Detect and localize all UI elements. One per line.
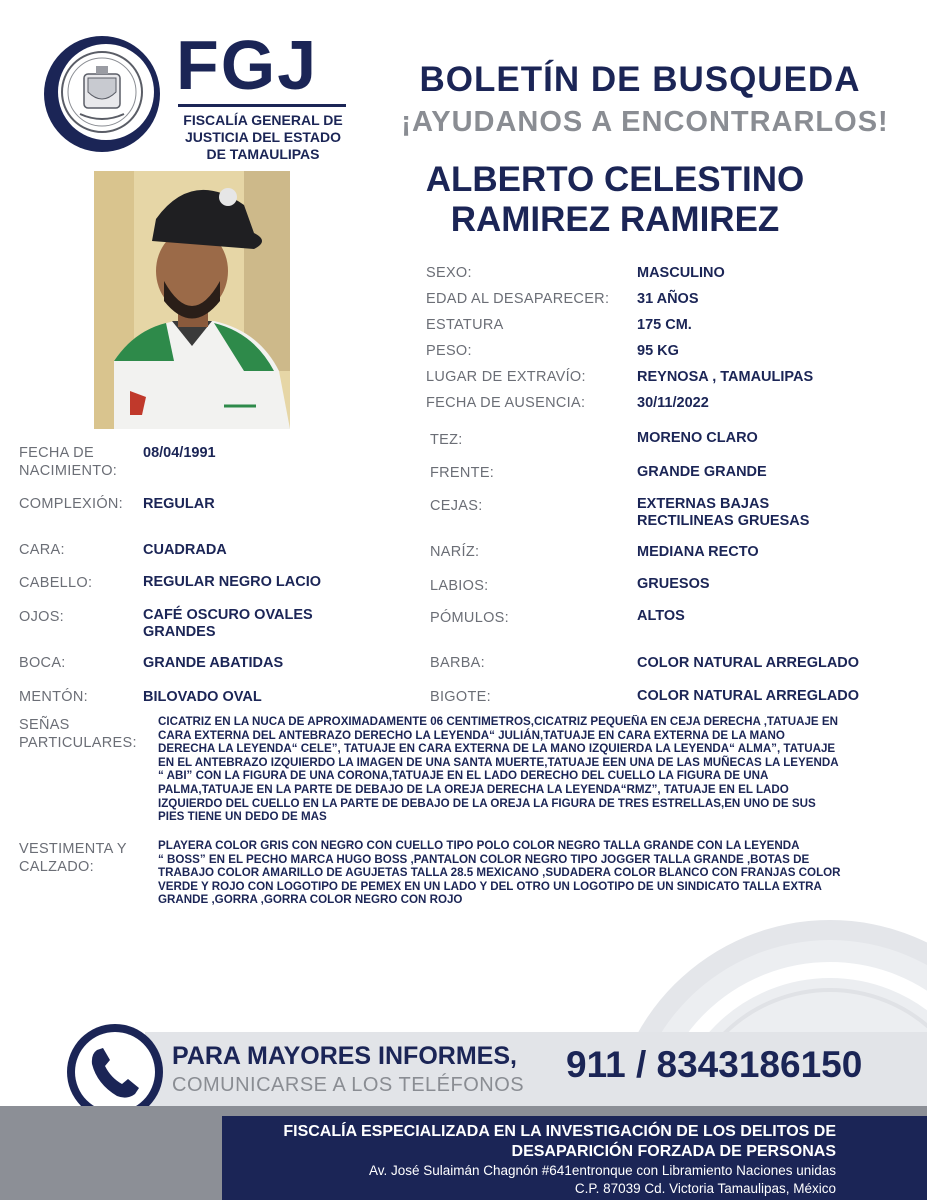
contact-phone-number[interactable]: 911 / 8343186150 <box>566 1044 863 1085</box>
bulletin-title: BOLETÍN DE BUSQUEDA <box>419 60 861 99</box>
person-photo <box>94 171 290 429</box>
marks-line: EN EL ANTEBRAZO IZQUIERDO LA IMAGEN DE UNA SANTA MUERTE,TATUAJE EEN UNA DE LAS MUÑECAS LA LEYENDA <box>158 755 839 769</box>
footer-agency-line-2: DESAPARICIÓN FORZADA DE PERSONAS <box>511 1143 836 1160</box>
mouth-value: GRANDE ABATIDAS <box>143 655 284 671</box>
state-seal-logo <box>40 32 164 156</box>
complexion-value: REGULAR <box>143 496 215 512</box>
age-value: 31 AÑOS <box>637 291 699 307</box>
marks-label <box>19 716 137 752</box>
marks-text <box>158 715 870 824</box>
marks-line: CARA EXTERNA DEL ANTEBRAZO DERECHO LA LEYENDA“ JULIÁN,TATUAJE EN CARA EXTERNA DE LA MANO <box>158 728 785 742</box>
marks-line: CICATRIZ EN LA NUCA DE APROXIMADAMENTE 06 CENTIMETROS,CICATRIZ PEQUEÑA EN CEJA DERECHA ,TATUAJE EN <box>158 715 838 728</box>
age-label: EDAD AL DESAPARECER: <box>426 291 610 307</box>
face-label: CARA: <box>19 542 65 558</box>
clothing-line: GRANDE ,GORRA ,GORRA COLOR NEGRO CON ROJO <box>158 893 463 907</box>
marks-line: PIES TIENE UN DEDO DE MAS <box>158 810 327 824</box>
agency-name-line-3: DE TAMAULIPAS <box>206 146 320 162</box>
clothing-line: TRABAJO COLOR AMARILLO DE AGUJETAS TALLA 28.5 MEXICANO ,SUDADERA COLOR BLANCO CON FRANJAS COLOR <box>158 866 841 880</box>
marks-line: DERECHA LA LEYENDA“ CELE”, TATUAJE EN CARA EXTERNA DE LA MANO IZQUIERDA LA LEYENDA“ ALMA”, TATUAJE <box>158 742 836 756</box>
hair-value: REGULAR NEGRO LACIO <box>143 574 322 590</box>
agency-name-line-2: JUSTICIA DEL ESTADO <box>184 129 342 145</box>
call-text: COMUNICARSE A LOS TELÉFONOS <box>172 1074 525 1096</box>
footer-address <box>222 1162 836 1198</box>
lips-value: GRUESOS <box>637 576 710 592</box>
agency-name <box>172 112 354 163</box>
brows-value <box>637 496 809 530</box>
marks-line: “ ABI” CON LA FIGURA DE UNA CORONA,TATUAJE EN EL LADO DERECHO DEL CUELLO LA FIGURA DE UNA <box>158 769 769 783</box>
marks-line: IZQUIERDO DEL CUELLO EN LA PARTE DE DEBAJO DE LA OREJA LA FIGURA DE TRES ESTRELLAS,EN UNO DE SUS <box>158 796 816 810</box>
footer-agency-line-1: FISCALÍA ESPECIALIZADA EN LA INVESTIGACIÓN DE LOS DELITOS DE <box>283 1123 836 1140</box>
lips-label: LABIOS: <box>430 578 489 594</box>
missing-person-name <box>380 160 850 240</box>
chin-value: BILOVADO OVAL <box>143 689 262 705</box>
birth-label <box>19 444 117 480</box>
eyes-label: OJOS: <box>19 609 65 625</box>
clothing-label-line-1: VESTIMENTA Y <box>19 841 127 857</box>
bulletin-subtitle: ¡AYUDANOS A ENCONTRARLOS! <box>401 106 889 138</box>
place-label: LUGAR DE EXTRAVÍO: <box>426 369 586 385</box>
forehead-label: FRENTE: <box>430 465 495 481</box>
clothing-line: VERDE Y ROJO CON LOGOTIPO DE PEMEX EN UN LADO Y DEL OTRO UN LOGOTIPO DE UN SINDICATO TALLA EXTRA <box>158 879 822 893</box>
mustache-label: BIGOTE: <box>430 689 491 705</box>
birth-label-line-2: NACIMIENTO: <box>19 463 118 479</box>
complexion-label: COMPLEXIÓN: <box>19 496 124 512</box>
mouth-label: BOCA: <box>19 655 66 671</box>
clothing-label <box>19 840 127 876</box>
height-label: ESTATURA <box>426 317 504 333</box>
beard-value: COLOR NATURAL ARREGLADO <box>637 655 860 671</box>
skin-label: TEZ: <box>430 432 463 448</box>
mustache-value: COLOR NATURAL ARREGLADO <box>637 688 860 704</box>
footer-agency <box>222 1122 836 1162</box>
eyes-value <box>143 607 313 641</box>
brows-value-line-2: RECTILINEAS GRUESAS <box>637 513 810 529</box>
footer-address-line-1: Av. José Sulaimán Chagnón #641entronque con Libramiento Naciones unidas <box>368 1163 836 1178</box>
weight-value: 95 KG <box>637 343 679 359</box>
marks-label-line-1: SEÑAS <box>19 717 70 733</box>
marks-line: PALMA,TATUAJE EN LA PARTE DE DEBAJO DE LA OREJA DERECHA LA LEYENDA“RMZ”, TATUAJE EN EL LADO <box>158 782 789 796</box>
absence-date-value: 30/11/2022 <box>637 395 709 411</box>
clothing-line: “ BOSS” EN EL PECHO MARCA HUGO BOSS ,PANTALON COLOR NEGRO TIPO JOGGER TALLA GRANDE ,BOTAS DE <box>158 852 810 866</box>
cheekbones-value: ALTOS <box>637 608 685 624</box>
birth-label-line-1: FECHA DE <box>19 445 94 461</box>
place-value: REYNOSA , TAMAULIPAS <box>637 369 814 385</box>
birth-value: 08/04/1991 <box>143 445 216 461</box>
eyes-value-line-2: GRANDES <box>143 624 216 640</box>
brows-value-line-1: EXTERNAS BAJAS <box>637 496 770 512</box>
clothing-line: PLAYERA COLOR GRIS CON NEGRO CON CUELLO TIPO POLO COLOR NEGRO TALLA GRANDE CON LA LEYENDA <box>158 839 800 852</box>
logo-divider <box>178 104 346 107</box>
marks-label-line-2: PARTICULARES: <box>19 735 137 751</box>
beard-label: BARBA: <box>430 655 485 671</box>
absence-date-label: FECHA DE AUSENCIA: <box>426 395 586 411</box>
fgj-logo-letters: FGJ <box>176 26 319 104</box>
skin-value: MORENO CLARO <box>637 430 758 446</box>
height-value: 175 CM. <box>637 317 692 333</box>
chin-label: MENTÓN: <box>19 689 88 705</box>
nose-value: MEDIANA RECTO <box>637 544 759 560</box>
name-line-1: ALBERTO CELESTINO <box>425 160 805 199</box>
hair-label: CABELLO: <box>19 575 93 591</box>
sex-label: SEXO: <box>426 265 472 281</box>
face-value: CUADRADA <box>143 542 227 558</box>
name-line-2: RAMIREZ RAMIREZ <box>450 200 780 239</box>
weight-label: PESO: <box>426 343 472 359</box>
brows-label: CEJAS: <box>430 498 483 514</box>
clothing-label-line-2: CALZADO: <box>19 859 94 875</box>
agency-name-line-1: FISCALÍA GENERAL DE <box>183 112 343 128</box>
footer-address-line-2: C.P. 87039 Cd. Victoria Tamaulipas, México <box>574 1181 836 1196</box>
forehead-value: GRANDE GRANDE <box>637 464 767 480</box>
sex-value: MASCULINO <box>637 265 725 281</box>
eyes-value-line-1: CAFÉ OSCURO OVALES <box>143 607 313 623</box>
more-info-text: PARA MAYORES INFORMES, <box>172 1042 517 1070</box>
cheekbones-label: PÓMULOS: <box>430 610 509 626</box>
nose-label: NARÍZ: <box>430 544 480 560</box>
clothing-text <box>158 839 870 907</box>
